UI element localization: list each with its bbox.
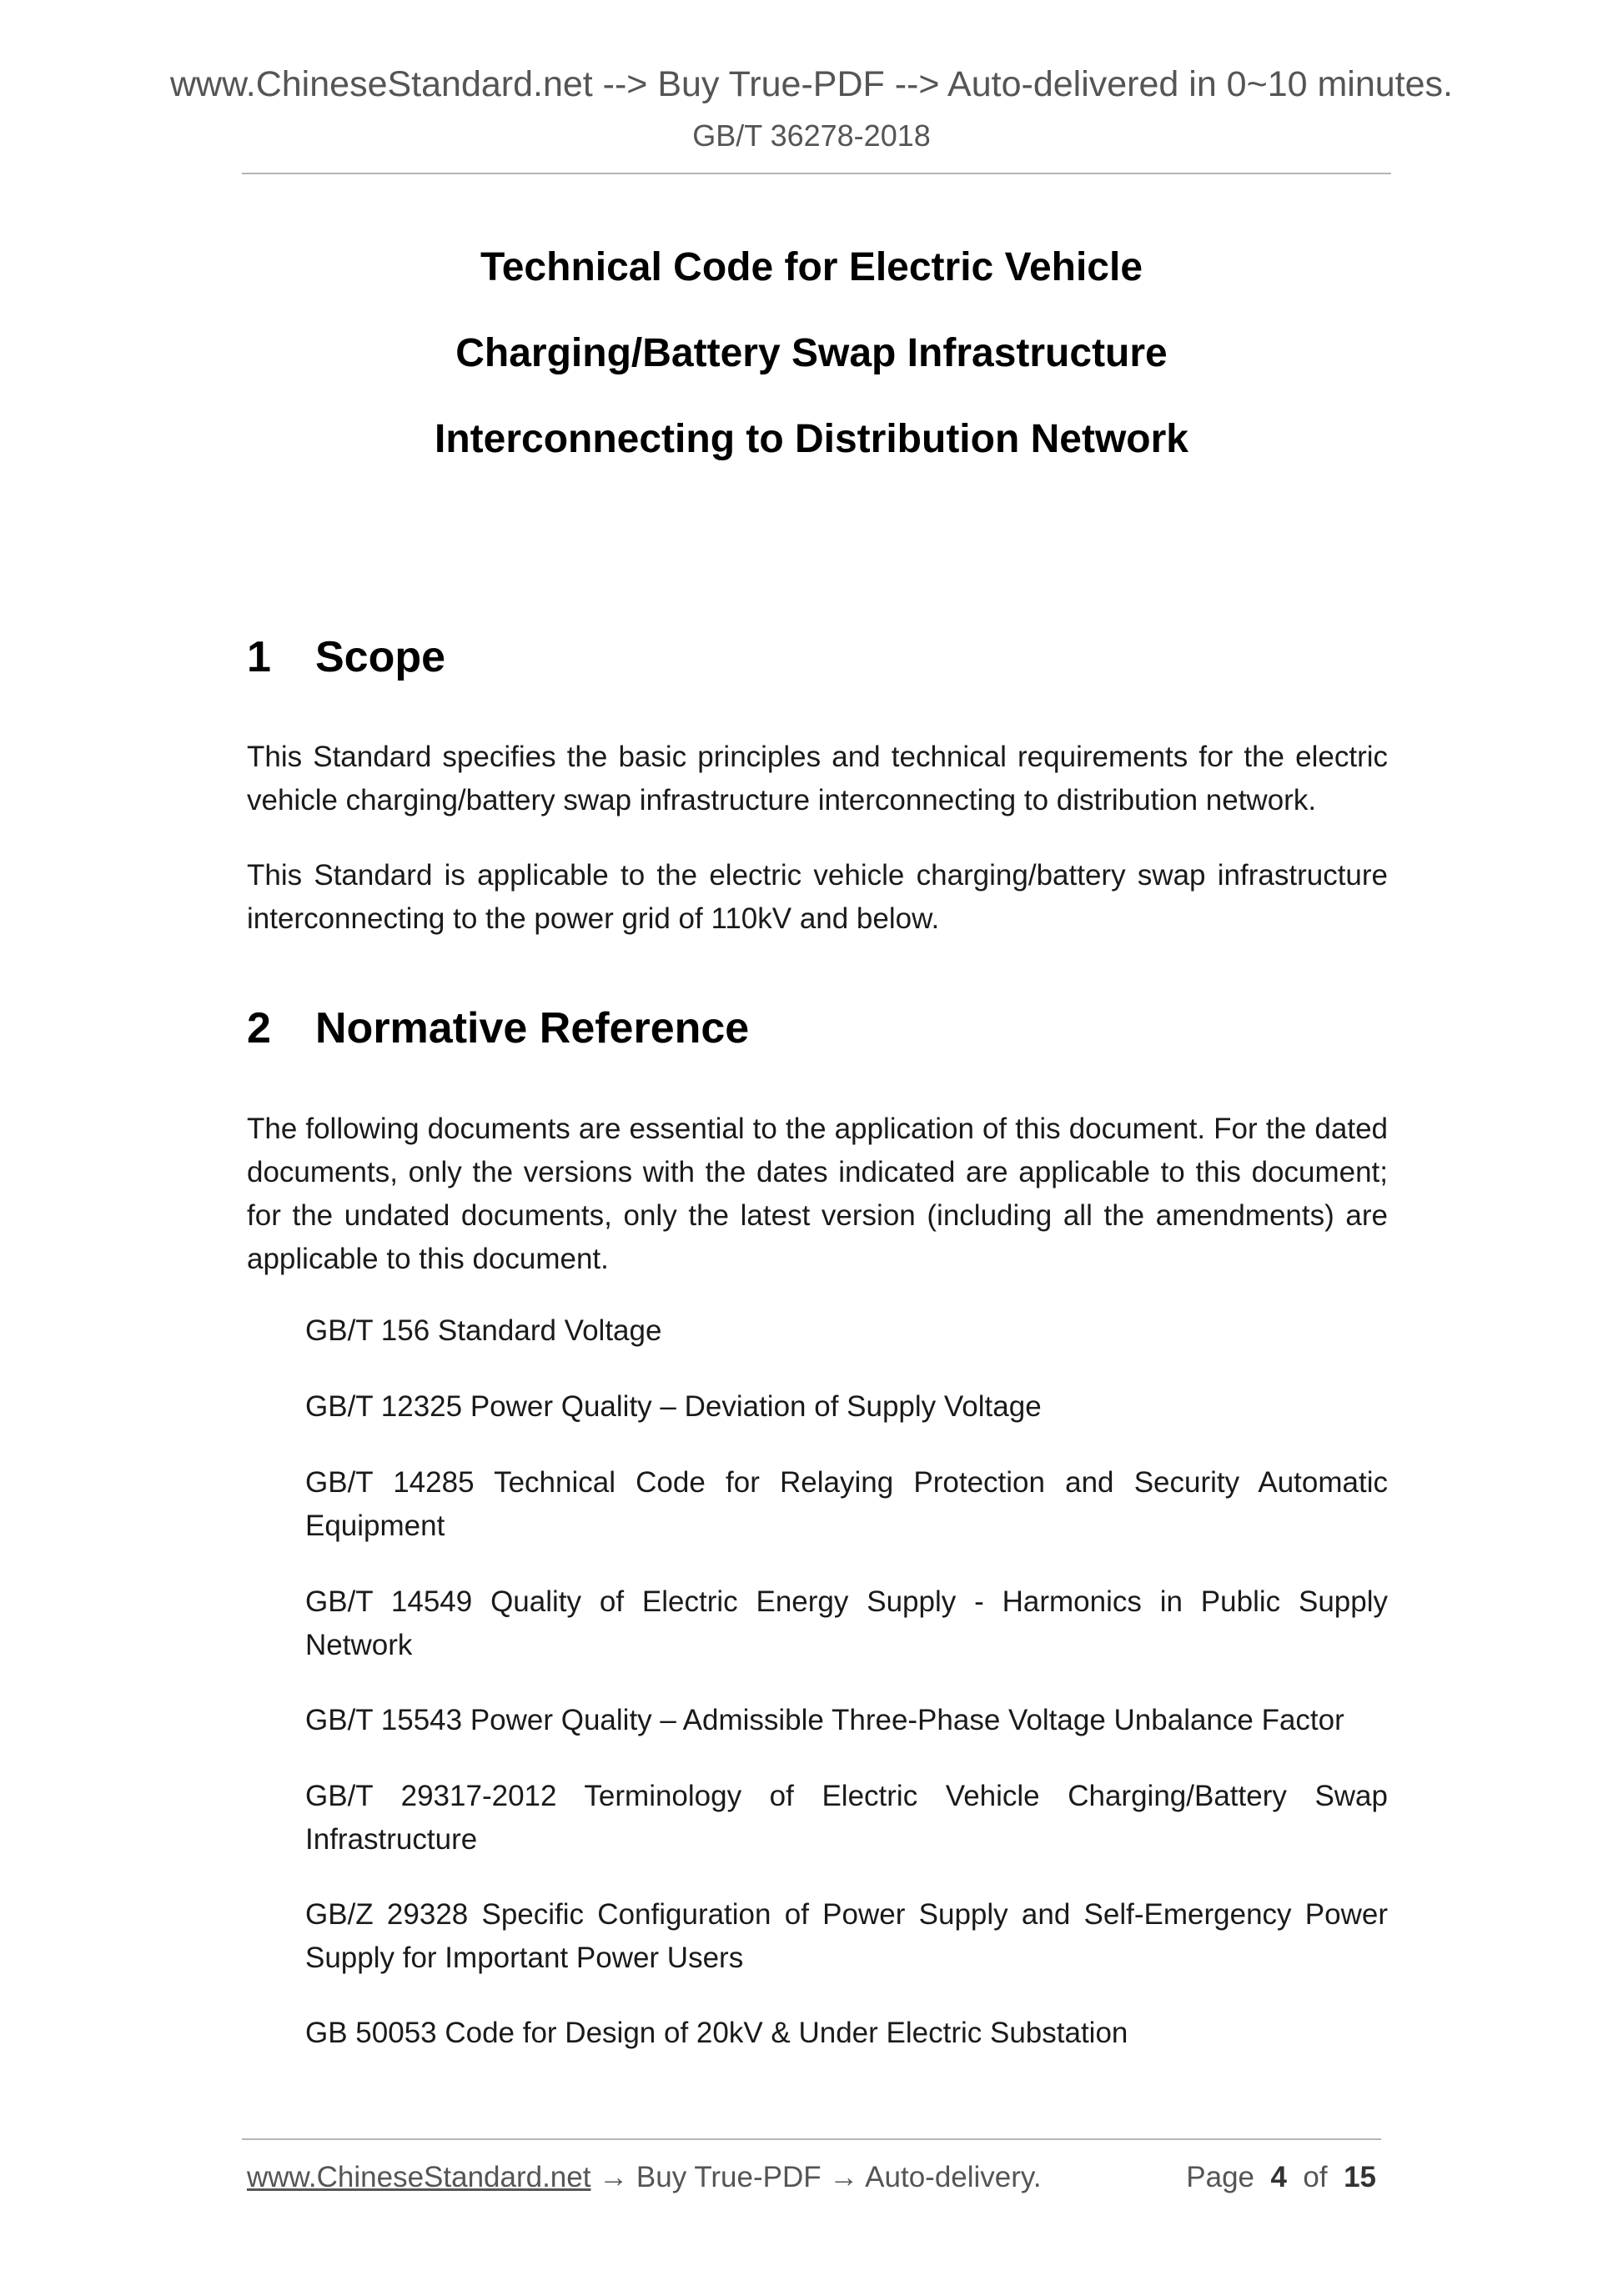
reference-item: GB 50053 Code for Design of 20kV & Under Electric Substation [305, 2017, 1128, 2049]
footer-website-link[interactable]: www.ChineseStandard.net [247, 2161, 591, 2193]
document-title-line-1: Technical Code for Electric Vehicle [480, 245, 1143, 289]
page-total: 15 [1344, 2161, 1376, 2193]
section-heading-scope [247, 631, 445, 683]
reference-item: GB/T 156 Standard Voltage [305, 1314, 662, 1347]
header-banner: www.ChineseStandard.net --> Buy True-PDF --> Auto-delivered in 0~10 minutes. [169, 64, 1453, 104]
document-title-line-2: Charging/Battery Swap Infrastructure [455, 331, 1168, 375]
page-current: 4 [1270, 2161, 1287, 2193]
section-heading-normative-reference [247, 1002, 749, 1054]
normative-reference-intro: The following documents are essential to the application of this document. For the dated documents, only the versions with the dates indicated are applicable to this document; for the undated documents, only the latest version (including all the amendments) are applicable to this document. [247, 1113, 1388, 1275]
section-title: Normative Reference [315, 1004, 750, 1053]
footer-tagline: → Buy True-PDF → Auto-delivery. [590, 2161, 1042, 2193]
scope-paragraph-2: This Standard is applicable to the electric vehicle charging/battery swap infrastructure interconnecting to the power grid of 110kV and below. [247, 859, 1388, 935]
page-label: Page [1186, 2161, 1255, 2193]
document-title-line-3: Interconnecting to Distribution Network [434, 417, 1188, 461]
reference-item: GB/T 14285 Technical Code for Relaying Protection and Security Automatic Equipment [305, 1466, 1388, 1542]
section-number: 1 [247, 633, 271, 681]
scope-paragraph-1: This Standard specifies the basic principles and technical requirements for the electric vehicle charging/battery swap infrastructure interconnecting to distribution network. [247, 741, 1388, 816]
reference-item: GB/T 14549 Quality of Electric Energy Supply - Harmonics in Public Supply Network [305, 1585, 1388, 1661]
reference-item: GB/Z 29328 Specific Configuration of Power Supply and Self-Emergency Power Supply for Important Power Users [305, 1898, 1388, 1974]
section-number: 2 [247, 1004, 271, 1053]
reference-item: GB/T 29317-2012 Terminology of Electric Vehicle Charging/Battery Swap Infrastructure [305, 1780, 1388, 1856]
footer-divider [242, 2138, 1381, 2140]
page-of-label: of [1303, 2161, 1328, 2193]
reference-item: GB/T 15543 Power Quality – Admissible Three-Phase Voltage Unbalance Factor [305, 1704, 1344, 1736]
section-title: Scope [315, 633, 446, 681]
footer-promo [247, 2160, 1042, 2195]
header-divider [242, 173, 1391, 174]
page-indicator [1186, 2160, 1376, 2195]
reference-item: GB/T 12325 Power Quality – Deviation of Supply Voltage [305, 1390, 1042, 1423]
document-code: GB/T 36278-2018 [692, 118, 931, 153]
